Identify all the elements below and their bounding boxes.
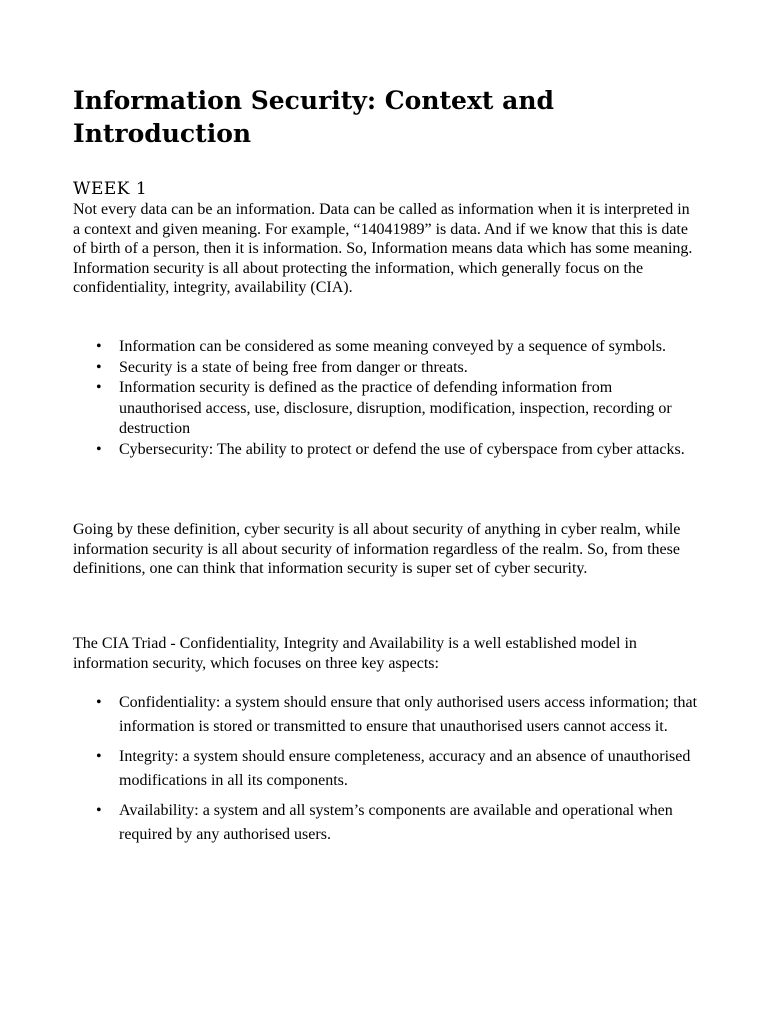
bullet-icon: • xyxy=(96,802,102,819)
list-item xyxy=(73,358,698,379)
definitions-list xyxy=(73,337,698,460)
bullet-icon: • xyxy=(96,694,102,711)
list-item-text: Cybersecurity: The ability to protect or defend the use of cyberspace from cyber attacks. xyxy=(119,440,685,458)
bullet-icon: • xyxy=(96,379,102,396)
list-item-text: Security is a state of being free from danger or threats. xyxy=(119,358,468,376)
cia-intro-paragraph: The CIA Triad - Confidentiality, Integrity and Availability is a well established model in information security, which focuses on three key aspects: xyxy=(73,635,637,672)
list-item-text: Information can be considered as some meaning conveyed by a sequence of symbols. xyxy=(119,338,666,355)
list-item xyxy=(73,745,698,792)
bullet-icon: • xyxy=(96,440,102,458)
page-title: Information Security: Context and Introduction xyxy=(73,86,554,148)
list-item-text: Availability: a system and all system’s components are available and operational when required by any authorised users. xyxy=(119,802,673,843)
list-item-text: Confidentiality: a system should ensure that only authorised users access information; that information is stored or transmitted to ensure that unauthorised users cannot access it. xyxy=(119,694,698,735)
cia-aspects-list xyxy=(73,691,698,846)
comparison-paragraph: Going by these definition, cyber security is all about security of anything in cyber realm, while information security is all about security of information regardless of the realm. So, from these definitions, one can think that information security is super set of cyber security. xyxy=(73,521,681,578)
bullet-icon: • xyxy=(96,358,102,376)
list-item xyxy=(73,440,698,461)
week-heading: WEEK 1 xyxy=(73,179,148,199)
bullet-icon: • xyxy=(96,748,102,765)
bullet-icon: • xyxy=(96,338,102,355)
intro-paragraph: Not every data can be an information. Data can be called as information when it is interpreted in a context and given meaning. For example, “14041989” is data. And if we know that this is date of birth of a person, then it is information. So, Information means data which has some meaning. Information security is all about protecting the information, which generally focus on the confidentiality, integrity, availability (CIA). xyxy=(73,201,693,297)
list-item xyxy=(73,799,698,846)
list-item xyxy=(73,691,698,738)
list-item-text: Information security is defined as the practice of defending information from unauthorised access, use, disclosure, disruption, modification, inspection, recording or destruction xyxy=(119,379,672,437)
list-item-text: Integrity: a system should ensure completeness, accuracy and an absence of unauthorised modifications in all its components. xyxy=(119,748,691,789)
list-item xyxy=(73,378,698,440)
list-item xyxy=(73,337,698,358)
